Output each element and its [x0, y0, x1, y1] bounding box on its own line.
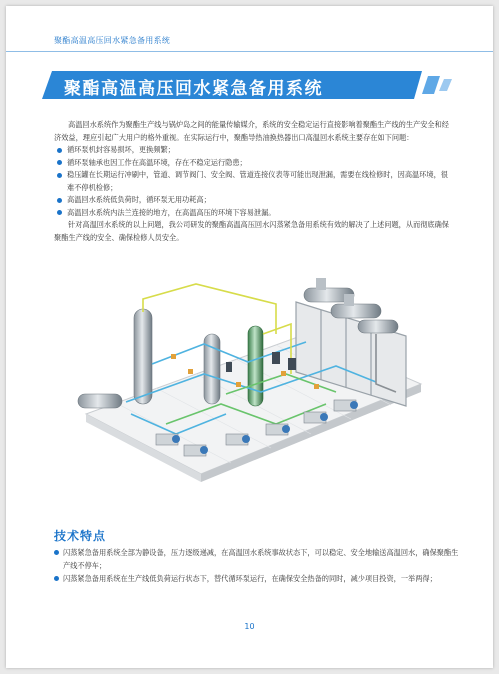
intro-section — [54, 119, 454, 244]
list-item: 循环泵轴承也因工作在高温环境，存在不稳定运行隐患； — [54, 157, 454, 170]
running-header: 聚酯高温高压回水紧急备用系统 — [54, 36, 171, 45]
document-page — [6, 6, 493, 668]
bullet-icon — [57, 173, 62, 178]
list-item: 高温回水系统低负荷时，循环泵无用功耗高； — [54, 194, 454, 207]
list-item: 闪蒸紧急备用系统在生产线低负荷运行状态下，替代循环泵运行，在确保安全热备的同时，减少项目投资，一举两得； — [54, 572, 459, 585]
bullet-icon — [57, 148, 62, 153]
page-number: 10 — [244, 622, 255, 631]
problem-list — [54, 144, 454, 219]
bullet-icon — [57, 198, 62, 203]
title-banner — [42, 71, 462, 99]
bullet-icon — [54, 550, 59, 555]
bullet-icon — [54, 576, 59, 581]
list-item: 闪蒸紧急备用系统全部为静设备，压力逐级递减，在高温回水系统事故状态下，可以稳定、安全地输送高温回水，确保聚酯生产线不停车； — [54, 546, 459, 572]
bullet-icon — [57, 160, 62, 165]
feature-list — [54, 546, 459, 585]
intro-paragraph: 高温回水系统作为聚酯生产线与锅炉岛之间的能量传输媒介，系统的安全稳定运行直接影响着聚酯生产线的生产安全和经济效益，理应引起广大用户的格外重视。在实际运行中，聚酯导热油换热器出口高温回水系统主要存在如下问题： — [54, 120, 449, 142]
bullet-icon — [57, 210, 62, 215]
system-diagram — [76, 274, 426, 504]
page-title: 聚酯高温高压回水紧急备用系统 — [64, 79, 323, 99]
list-item: 高温回水系统内法兰连接的地方，在高温高压的环境下容易泄漏。 — [54, 207, 454, 220]
header-rule — [6, 51, 493, 52]
features-section — [54, 546, 459, 585]
list-item: 稳压罐在长期运行冲刷中，管道、调节阀门、安全阀、管道连接仪表等可能出现泄漏，需要在线检修时，因高温环境，很难不停机检修； — [54, 169, 454, 194]
closing-paragraph: 针对高温回水系统的以上问题，我公司研发的聚酯高温高压回水闪蒸紧急备用系统有效的解决了上述问题，从而彻底确保聚酯生产线的安全、确保检修人员安全。 — [54, 220, 449, 242]
list-item: 循环泵机封容易损坏，更换频繁； — [54, 144, 454, 157]
section-title: 技术特点 — [54, 529, 107, 543]
